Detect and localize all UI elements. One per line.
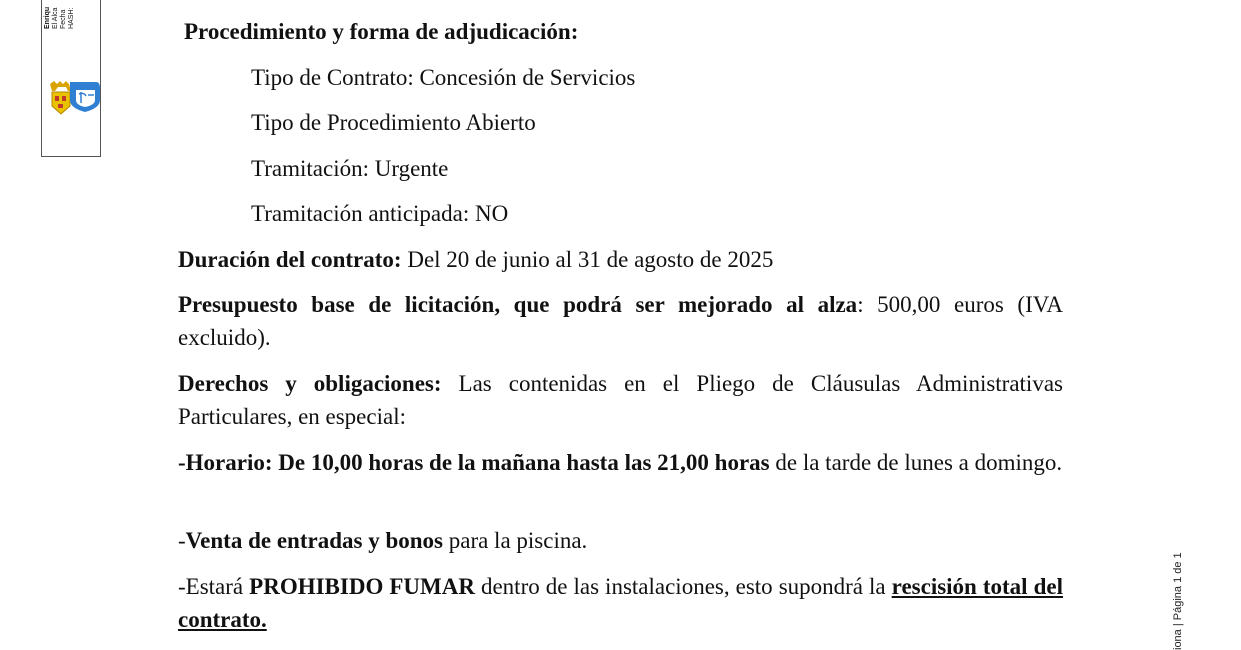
smoking-consequence: rescisión total del contrato. bbox=[178, 574, 1063, 632]
smoking-text: dentro de las instalaciones, esto supondrá la bbox=[474, 574, 892, 599]
signature-stamp bbox=[41, 0, 101, 157]
signature-line-4: HASH: bbox=[68, 7, 75, 29]
schedule-label: -Horario: De 10,00 horas de la mañana hasta las 21,00 horas bbox=[178, 450, 770, 475]
procedure-item: Tramitación anticipada: NO bbox=[251, 201, 509, 226]
page-side-note: iona | Página 1 de 1 bbox=[1172, 552, 1184, 650]
section-heading: Procedimiento y forma de adjudicación: bbox=[184, 19, 579, 44]
sales-text: para la piscina. bbox=[442, 528, 588, 553]
municipal-crest-icon bbox=[48, 72, 101, 116]
budget-text: : 500,00 euros (IVA excluido). bbox=[178, 292, 1063, 350]
sales-paragraph bbox=[178, 524, 587, 557]
smoking-label: PROHIBIDO FUMAR bbox=[249, 574, 475, 599]
signature-line-1: Enriqu bbox=[44, 6, 51, 29]
schedule-text: de la tarde de lunes a domingo. bbox=[769, 450, 1063, 475]
sales-label: Venta de entradas y bonos bbox=[185, 528, 443, 553]
budget-paragraph bbox=[178, 288, 1063, 354]
schedule-paragraph bbox=[178, 446, 1063, 479]
smoking-prefix: -Estará bbox=[178, 574, 250, 599]
rights-label: Derechos y obligaciones: bbox=[178, 371, 442, 396]
duration-paragraph bbox=[178, 243, 773, 276]
procedure-item: Tramitación: Urgente bbox=[251, 156, 449, 181]
rights-text: Las contenidas en el Pliego de Cláusulas Administrativas Particulares, en especial: bbox=[178, 371, 1063, 429]
procedure-item: Tipo de Procedimiento Abierto bbox=[251, 110, 536, 135]
signature-line-3: Fecha bbox=[60, 9, 67, 29]
sales-prefix: - bbox=[178, 528, 186, 553]
procedure-item: Tipo de Contrato: Concesión de Servicios bbox=[251, 65, 636, 90]
smoking-paragraph bbox=[178, 570, 1063, 636]
budget-label: Presupuesto base de licitación, que podrá ser mejorado al alza bbox=[178, 292, 858, 317]
duration-label: Duración del contrato: bbox=[178, 247, 402, 272]
rights-paragraph bbox=[178, 367, 1063, 433]
signature-line-2: El Alca bbox=[52, 7, 59, 29]
duration-text: Del 20 de junio al 31 de agosto de 2025 bbox=[401, 247, 774, 272]
signature-text bbox=[44, 7, 76, 29]
